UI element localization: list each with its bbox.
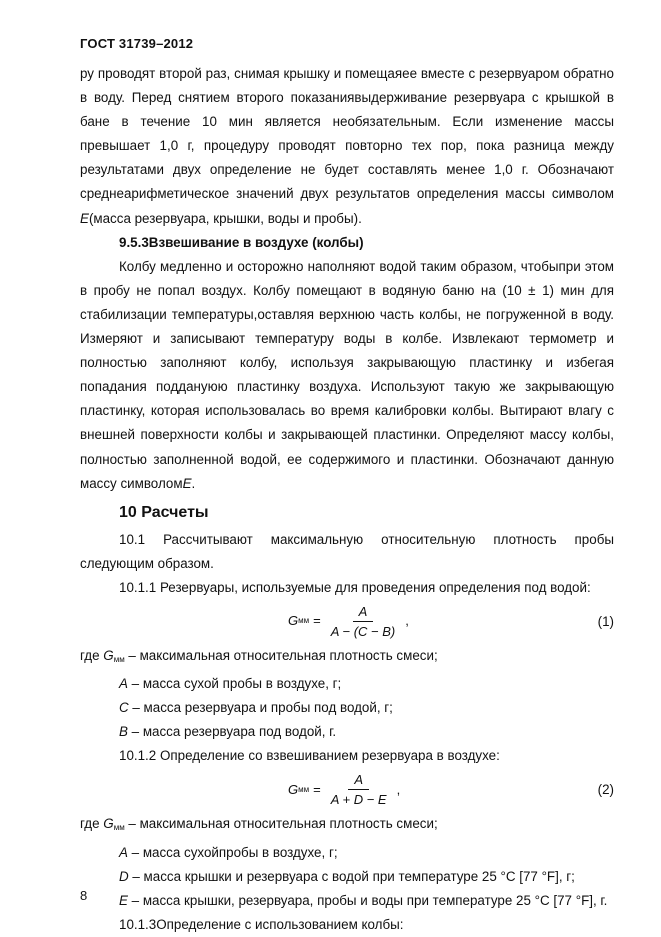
formula-numerator: A [348,771,369,790]
paragraph-10-1: 10.1 Рассчитывают максимальную относительную плотность пробы следующим образом. [80,531,614,571]
paragraph-text: ру проводят второй раз, снимая крышку и помещаяее вместе с резервуаром обратно в воду. Перед снятием второго показаниявыдерживание резервуара с крышкой в бане в течение 10 мин является необязательным. Если изменение массы превышает 1,0 г, процедуру проводят повторно тех пор, пока разница между результатами двух определение не будет составлять менее 1,0 г. Обозначают среднеарифметическое значений двух результатов определения массы символом [80,66,614,202]
definition-line [80,865,614,889]
paragraph-text: (масса резервуара, крышки, воды и пробы). [88,210,362,226]
symbol: A [119,676,128,692]
definition-text: – максимальная относительная плотность смеси; [124,816,438,832]
definition-line [80,672,614,696]
section-9-5-3-title: 9.5.3Взвешивание в воздухе (колбы) [119,234,364,250]
where-line-2 [80,812,614,840]
formula-2 [80,768,614,812]
symbol: B [119,724,128,740]
formula-denominator: A + D − E [330,792,387,808]
formula-subscript: мм [298,784,310,794]
formula-lhs: G [288,613,299,629]
paragraph-10-1-2: 10.1.2 Определение со взвешиванием резервуара в воздухе: [119,748,500,764]
page-number: 8 [80,888,88,903]
symbol: E [119,892,128,908]
definition-text: – масса крышки, резервуара, пробы и воды при температуре 25 °C [77 °F], г. [127,892,608,908]
symbol: E [182,475,192,491]
doc-header-code: ГОСТ 31739–2012 [80,36,194,51]
symbol-subscript: мм [113,654,125,664]
definition-line [80,889,614,913]
symbol: E [80,210,89,226]
section-10-title: 10 Расчеты [119,503,209,521]
paragraph-10-1-3: 10.1.3Определение с использованием колбы: [119,916,404,932]
paragraph-10-1-1: 10.1.1 Резервуары, используемые для проведения определения под водой: [119,579,591,595]
formula-numerator: A [353,603,374,622]
symbol: G [103,816,114,832]
definition-line [80,720,614,744]
formula-comma: , [396,781,401,797]
symbol: G [103,647,114,663]
formula-denominator: A − (C − B) [330,623,396,639]
definition-text: – масса резервуара и пробы под водой, г; [128,700,393,716]
formula-1 [80,600,614,644]
where-prefix: где [80,816,104,832]
formula-equals: = [313,613,321,629]
paragraph-continuation [80,62,614,231]
definition-text: – масса сухойпробы в воздухе, г; [127,844,338,860]
formula-comma: , [405,613,409,629]
equation-number: (1) [597,613,614,629]
where-line-1 [80,644,614,672]
formula-equals: = [313,781,321,797]
document-body [80,62,614,937]
formula-fraction [325,603,402,640]
where-prefix: где [80,647,104,663]
paragraph-flask-weighing [80,255,614,496]
symbol: D [119,868,129,884]
equation-number: (2) [597,782,614,798]
symbol-subscript: мм [113,823,125,833]
formula-subscript: мм [298,616,310,626]
symbol: A [119,844,128,860]
definition-line [80,841,614,865]
paragraph-text: Колбу медленно и осторожно наполняют водой таким образом, чтобыпри этом в пробу не попал воздух. Колбу помещают в водяную баню на (10 ± 1) мин для стабилизации температуры,оставляя верхнюю часть колбы, не погруженной в воду. Измеряют и записывают температуру воды в колбе. Извлекают термометр и полностью заполняют колбу, используя закрывающую пластинку и избегая попадания поддануюю пластинку воздуха. Используют такую же закрывающую пластинку, которая использовалась во время калибровки колбы. Вытирают влагу с внешней поверхности колбы и закрывающей пластинки. Определяют массу колбы, полностью заполненной водой, ее содержимого и пластинки. Обозначают данную массу символом [80,258,614,491]
symbol: C [119,700,129,716]
definition-line [80,696,614,720]
definition-text: – масса сухой пробы в воздухе, г; [127,676,342,692]
formula-lhs: G [288,781,299,797]
definition-text: – масса крышки и резервуара с водой при температуре 25 °C [77 °F], г; [128,868,575,884]
formula-fraction [325,771,393,808]
definition-text: – максимальная относительная плотность смеси; [124,647,438,663]
paragraph-text: . [191,475,196,491]
definition-text: – масса резервуара под водой, г. [127,724,337,740]
